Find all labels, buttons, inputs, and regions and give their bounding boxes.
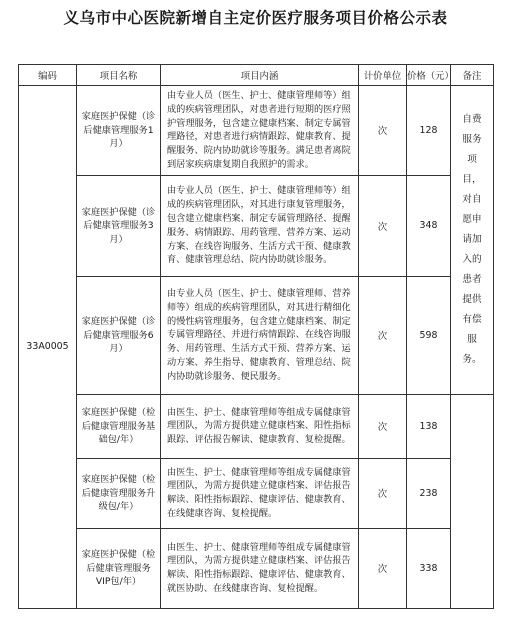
item-unit: 次 [359, 458, 407, 528]
item-unit: 次 [359, 528, 407, 608]
item-unit: 次 [359, 394, 407, 458]
header-name: 项目名称 [77, 65, 161, 86]
header-remark: 备注 [451, 65, 494, 86]
price-table [18, 64, 494, 609]
table-row [19, 175, 494, 276]
item-price: 138 [407, 394, 451, 458]
item-content: 由专业人员（医生、护士、健康管理师等）组成的疾病管理团队，对其进行康复管理服务，包含建立健康档案、制定专属管理路径、提醒服务、病情跟踪、用药管理、营养方案、运动方案、在线咨询服务、生活方式干预、健康教育、健康管理总结、院内协助就诊服务。 [161, 175, 359, 276]
item-name: 家庭医护保健（诊后健康管理服务6月） [77, 276, 161, 394]
item-name: 家庭医护保健（诊后健康管理服务3月） [77, 175, 161, 276]
table-row [19, 276, 494, 394]
page-title: 义乌市中心医院新增自主定价医疗服务项目价格公示表 [63, 9, 448, 27]
table-header-row [19, 65, 494, 86]
item-price: 598 [407, 276, 451, 394]
item-content: 由专业人员（医生、护士、健康管理师等）组成的疾病管理团队，对患者进行短期的医疗照护管理服务，包含建立健康档案、制定专属管理路径，对患者进行病情跟踪、健康教育、提醒服务、院内协助就诊等服务。满足患者离院到居家疾病康复期自我照护的需求。 [161, 86, 359, 176]
item-name: 家庭医护保健（检后健康管理服务升级包/年） [77, 458, 161, 528]
table-row [19, 528, 494, 608]
item-unit: 次 [359, 175, 407, 276]
item-price: 128 [407, 86, 451, 176]
item-code: 33A0005 [19, 86, 77, 609]
item-unit: 次 [359, 86, 407, 176]
item-price: 238 [407, 458, 451, 528]
table-row [19, 86, 494, 176]
item-content: 由医生、护士、健康管理师等组成专属健康管理团队，为需方提供建立健康档案、评估报告解读、阳性指标跟踪、健康评估、健康教育、在线健康咨询、复检提醒。 [161, 458, 359, 528]
item-price: 348 [407, 175, 451, 276]
item-content: 由医生、护士、健康管理师等组成专属健康管理团队，为需方提供建立健康档案、评估报告解读、阳性指标跟踪、健康评估、健康教育、就医协助、在线健康咨询、复检提醒。 [161, 528, 359, 608]
item-price: 338 [407, 528, 451, 608]
header-unit: 计价单位 [359, 65, 407, 86]
table-row [19, 458, 494, 528]
item-content: 由医生、护士、健康管理师等组成专属健康管理团队，为需方提供建立健康档案、阳性指标跟踪、评估报告解读、健康教育、复检提醒。 [161, 394, 359, 458]
item-name: 家庭医护保健（检后健康管理服务VIP包/年） [77, 528, 161, 608]
item-name: 家庭医护保健（诊后健康管理服务1月） [77, 86, 161, 176]
item-unit: 次 [359, 276, 407, 394]
item-remark: 自费服务项目，对自愿申请加入的患者提供有偿服务。 [451, 86, 494, 395]
item-name: 家庭医护保健（检后健康管理服务基础包/年） [77, 394, 161, 458]
header-code: 编码 [19, 65, 77, 86]
remark-empty-cell [451, 394, 494, 608]
header-content: 项目内涵 [161, 65, 359, 86]
table-row [19, 394, 494, 458]
header-price: 价格（元） [407, 65, 451, 86]
item-content: 由专业人员（医生、护士、健康管理师、营养师等）组成的疾病管理团队，对其进行精细化的慢性病管理服务，包含建立健康档案、制定专属管理路径、并进行病情跟踪、在线咨询服务、用药管理、生活方式干预、营养方案、运动方案、养生指导、健康教育、管理总结、院内协助就诊服务、便民服务。 [161, 276, 359, 394]
